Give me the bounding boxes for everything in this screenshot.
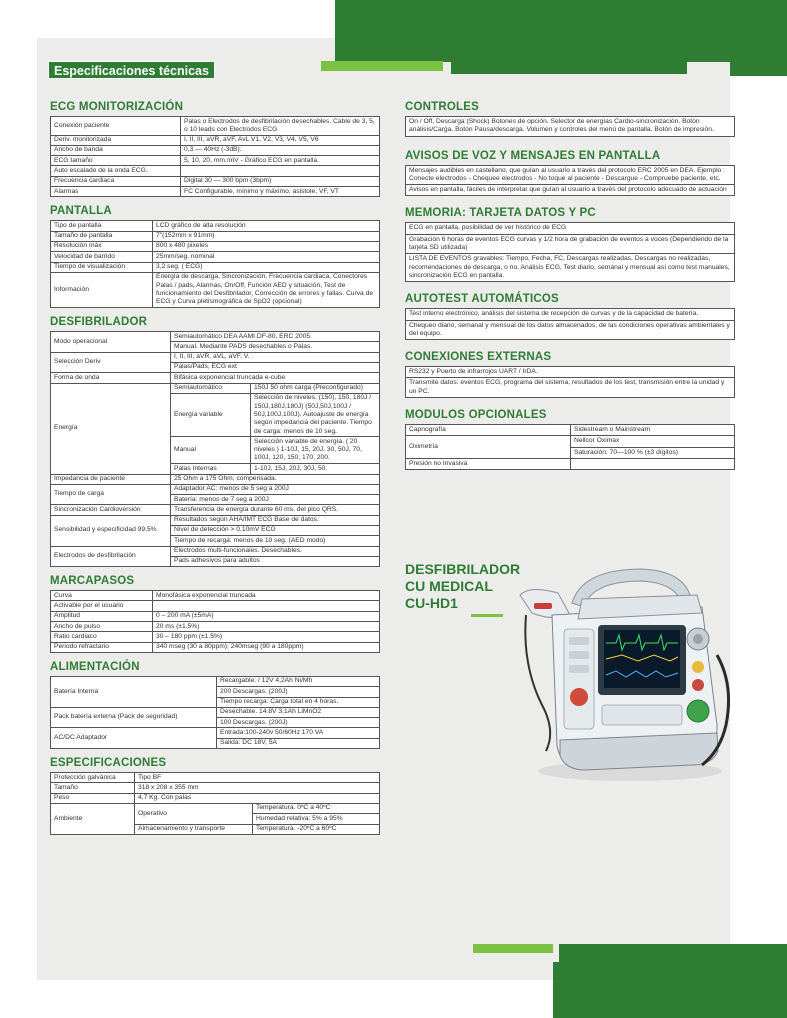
section-especificaciones: [50, 756, 380, 835]
spec-value: 150J 50 ohm carga (Preconfigurado): [251, 383, 380, 393]
spec-value: 340 mseg (30 a 80ppm); 240mseg (90 a 180ppm): [153, 642, 380, 652]
table-row: [406, 378, 735, 398]
corner-decoration: [553, 962, 787, 1018]
product-title-line: DESFIBRILADOR: [405, 561, 521, 577]
section-title: CONTROLES: [405, 101, 479, 113]
table-row: [406, 436, 735, 447]
spec-label: Deriv. monitorizada: [51, 135, 181, 145]
spec-label: Tiempo de visualización: [51, 262, 153, 272]
spec-table: [50, 772, 380, 835]
section-title: ESPECIFICACIONES: [50, 757, 167, 770]
table-row: [406, 309, 735, 320]
spec-value: Palas o Electrodos de desfibrilación desechables. Cable de 3, 5, o 10 leads con Electrodos ECG: [181, 117, 380, 136]
table-row: [406, 425, 735, 436]
spec-value: 25 Ohm a 175 Ohm, compensada.: [171, 474, 380, 484]
spec-value: Semiautomático DEA AAMI DF-80, ERC 2005: [171, 332, 380, 342]
defibrillator-image: [512, 555, 737, 785]
spec-label: Modo operacional: [51, 332, 171, 353]
spec-label: ECG tamaño: [51, 156, 181, 166]
accent-bar: [559, 944, 719, 962]
spec-label: Ancho de banda: [51, 145, 181, 155]
accent-bar: [471, 614, 503, 617]
spec-value: I, II, III, aVR, aVF, AvL V1, V2, V3, V4, V5, V6: [181, 135, 380, 145]
table-row: [51, 373, 380, 383]
spec-value: 7"(152mm x 91mm): [153, 231, 380, 241]
spec-value: 30 – 180 ppm (±1.5%): [153, 632, 380, 642]
table-row: [406, 254, 735, 282]
table-row: [51, 622, 380, 632]
spec-value: Salida: DC 18V, 5A: [217, 738, 380, 748]
spec-sublabel: Semiautomático: [171, 383, 251, 393]
spec-value: Grabación 6 horas de eventos ECG curvas y 1/2 hora de grabación de eventos a voces (Dependiendo de la tarjeta SD utilizada): [406, 234, 735, 254]
table-row: [51, 241, 380, 251]
product-title-line: CU MEDICAL: [405, 578, 493, 594]
spec-sublabel: Operativo: [135, 803, 253, 824]
spec-value: 200 Descargas. (200J): [217, 687, 380, 697]
table-row: [51, 352, 380, 362]
table-row: [51, 252, 380, 262]
section-title: ALIMENTACIÓN: [50, 660, 140, 673]
spec-table: [50, 676, 380, 749]
spec-label: Protección galvánica: [51, 773, 135, 783]
spec-value: Adaptador AC: menos de 5 seg a 200J: [171, 484, 380, 494]
section-pantalla: [50, 204, 380, 308]
spec-value: 20 ms (±1.5%): [153, 622, 380, 632]
spec-value: Entrada:100-240v 50/60Hz 170 VA: [217, 728, 380, 738]
spec-label: Energía: [51, 383, 171, 474]
spec-value: Selección variable de energía. ( 20 niveles ) 1-10J, 15, 20J, 30, 50J, 70, 100J, 120, 150, 170, 200.: [251, 437, 380, 464]
table-row: [51, 484, 380, 494]
section-autotest: [405, 292, 735, 340]
spec-label: Periodo refractario: [51, 642, 153, 652]
spec-table: [50, 590, 380, 653]
table-row: [406, 117, 735, 137]
spec-label: Impedancia de paciente: [51, 474, 171, 484]
spec-value: Temperatura. 0ºC a 40ºC: [253, 803, 380, 813]
table-row: [51, 262, 380, 272]
accent-bar: [451, 52, 687, 74]
spec-sublabel: Energía variable: [171, 393, 251, 436]
spec-value: Batería: menos de 7 seg a 200J: [171, 495, 380, 505]
spec-value: 318 x 208 x 355 mm: [135, 783, 380, 793]
spec-label: Sensibilidad y especificidad 99,5%: [51, 515, 171, 546]
spec-label: Tipo de pantalla: [51, 221, 153, 231]
section-modulos: [405, 408, 735, 470]
table-row: [51, 272, 380, 307]
table-row: [406, 234, 735, 254]
spec-value: Palas/Pads, ECG ext: [171, 362, 380, 372]
spec-label: Oximetría: [406, 436, 571, 459]
spec-label: Tamaño: [51, 783, 135, 793]
spec-value: Nivel de detección > 0,10mV ECG: [171, 525, 380, 535]
table-row: [51, 728, 380, 738]
spec-value: Recargable. / 12V 4,2Ah Ni/Mh: [217, 676, 380, 686]
spec-value: Selección de niveles. (150), 150, 180J / 150J,180J,180J) (50J,50J,100J / 50J,100J,100J). Autoajuste de energía según impedancia del paciente. Tiempo de carga: menos de 10 seg.: [251, 393, 380, 436]
table-row: [406, 223, 735, 234]
spec-value: RS232 y Puerto de infrarrojos UART / IrDA.: [406, 367, 735, 378]
spec-label: Pack batería externa (Pack de seguridad): [51, 707, 217, 728]
spec-value: ECG en pantalla, posibilidad de ver histórico de ECG: [406, 223, 735, 234]
spec-table: [405, 308, 735, 340]
table-row: [406, 165, 735, 185]
spec-value: [571, 458, 735, 469]
spec-label: Curva: [51, 591, 153, 601]
spec-value: Test interno electrónico, análisis del sistema de recepción de curvas y de la capacidad de batería.: [406, 309, 735, 320]
spec-label: Sincronización Cardioversión: [51, 505, 171, 515]
table-row: [406, 458, 735, 469]
spec-value: On / Off, Descarga (Shock) Botones de opción. Selector de energías Cardio-sincronización. Botón análisis/Carga. Botón Pausa/descarga. Volumen y controles del menú de pantalla. Botón de impresión.: [406, 117, 735, 137]
right-column: [405, 100, 735, 477]
spec-value: LISTA DE EVENTOS gravables: Tiempo, Fecha, FC, Descargas realizadas, Descargas no realizadas, recomendaciones de descarga, o no. Análisis ECG, Test diario, semanal y mensual así como test manuales, sincronización ECG en pantalla.: [406, 254, 735, 282]
corner-decoration: [718, 944, 787, 964]
spec-value: Transmite datos: eventos ECG, programa del sistema, resultados de los test, transmisión entre la unidad y un PC.: [406, 378, 735, 398]
spec-value: 1-10J, 15J, 20J, 30J, 50.: [251, 464, 380, 474]
spec-label: Peso: [51, 793, 135, 803]
table-row: [406, 367, 735, 378]
spec-label: Velocidad de barrido: [51, 252, 153, 262]
accent-bar: [321, 61, 443, 71]
spec-value: Pads adhesivos para adultos: [171, 556, 380, 566]
spec-sublabel: Palas Internas: [171, 464, 251, 474]
spec-label: Amplitud: [51, 611, 153, 621]
spec-label: Activable por el usuario: [51, 601, 153, 611]
spec-value: Sidestream o Mainstream: [571, 425, 735, 436]
spec-value: Tiempo recarga: Carga total en 4 horas.: [217, 697, 380, 707]
section-memoria: [405, 206, 735, 282]
spec-sublabel: Manual: [171, 437, 251, 464]
spec-value: Chequeo diario, semanal y mensual de los datos almacenados. de las condiciones operativas ambientales y del equipo.: [406, 320, 735, 340]
spec-table: [405, 165, 735, 197]
table-row: [51, 145, 380, 155]
corner-decoration: [730, 62, 787, 76]
spec-value: FC Configurable, mínimo y máximo. asistole, VF, VT: [181, 187, 380, 197]
spec-value: Saturación: 70—100 % (±3 dígitos): [571, 447, 735, 458]
table-row: [51, 156, 380, 166]
spec-value: 3,2 seg. ( ECG): [153, 262, 380, 272]
table-row: [51, 803, 380, 813]
section-alimentacion: [50, 660, 380, 749]
spec-table: [50, 116, 380, 197]
spec-sublabel: Almacenamiento y transporte: [135, 824, 253, 834]
section-avisos: [405, 149, 735, 197]
table-row: [51, 642, 380, 652]
section-title: MODULOS OPCIONALES: [405, 409, 547, 422]
table-row: [51, 515, 380, 525]
table-row: [51, 783, 380, 793]
spec-value: 800 x 480 pixeles: [153, 241, 380, 251]
spec-label: Resolución máx: [51, 241, 153, 251]
table-row: [51, 707, 380, 717]
section-title: AVISOS DE VOZ Y MENSAJES EN PANTALLA: [405, 149, 661, 162]
spec-label: Ratio cardiaco: [51, 632, 153, 642]
section-marcapasos: [50, 574, 380, 653]
section-title: MARCAPASOS: [50, 575, 135, 588]
spec-value: Monofásica exponencial truncada: [153, 591, 380, 601]
section-title: DESFIBRILADOR: [50, 316, 148, 329]
spec-table: [50, 331, 380, 567]
spec-value: Electrodos multi-funcionales. Desechables.: [171, 546, 380, 556]
spec-value: Resultados según AHA/IMT ECG Base de datos.: [171, 515, 380, 525]
spec-value: Mensajes audibles en castellano, que guían al usuario a través del protocolo ERC 2005 en DEA. Ejemplo : Conecte electrodos - Chequee electrodos - No toque al paciente - Descargue - Compruebe paciente, etc.: [406, 165, 735, 185]
table-row: [51, 632, 380, 642]
spec-label: Información: [51, 272, 153, 307]
spec-label: AC/DC Adaptador: [51, 728, 217, 749]
spec-label: Electrodos de desfibrilación: [51, 546, 171, 567]
spec-label: Presión no Invasiva: [406, 458, 571, 469]
spec-value: Energía de descarga, Sincronización, Frecuencia cardiaca, Conectores Palas / pads, Alarmas, On/Off, Función AED y situación, Test de funcionamiento del Desfibrilador, Corrección de errores y fallas. Curva de ECG y Curva pletismográfica de SpO2 (opcional): [153, 272, 380, 307]
table-row: [51, 117, 380, 136]
spec-table: [405, 424, 735, 470]
table-row: [51, 332, 380, 342]
table-row: [51, 676, 380, 686]
section-conexiones: [405, 350, 735, 398]
spec-value: Tiempo de recarga: menos de 10 seg. (AED modo): [171, 536, 380, 546]
spec-label: Capnografía: [406, 425, 571, 436]
table-row: [51, 231, 380, 241]
defibrillator-illustration: [512, 555, 737, 785]
spec-value: 25mm/seg. nominal: [153, 252, 380, 262]
spec-label: Ancho de pulso: [51, 622, 153, 632]
spec-value: I, II, III, aVR, aVL, aVF, V.: [171, 352, 380, 362]
spec-value: Humedad relativa: 5% a 95%: [253, 814, 380, 824]
spec-value: 5, 10, 20, mm./mV - Gráfico ECG en pantalla.: [181, 156, 380, 166]
table-row: [51, 505, 380, 515]
table-row: [51, 591, 380, 601]
section-title: PANTALLA: [50, 205, 112, 218]
section-title: MEMORIA: TARJETA DATOS Y PC: [405, 207, 596, 220]
section-title: CONEXIONES EXTERNAS: [405, 351, 552, 364]
spec-value: Bifásica exponencial truncada e-cube: [171, 373, 380, 383]
spec-label: Tiempo de carga: [51, 484, 171, 505]
section-title: ECG MONITORIZACIÓN: [50, 101, 184, 113]
spec-label: Alarmas: [51, 187, 181, 197]
product-title-line: CU-HD1: [405, 595, 458, 611]
spec-value: Temperatura. -20ºC a 60ºC: [253, 824, 380, 834]
table-row: [51, 383, 380, 393]
spec-table: [405, 116, 735, 137]
table-row: [51, 546, 380, 556]
table-row: [51, 611, 380, 621]
section-title: AUTOTEST AUTOMÁTICOS: [405, 293, 559, 306]
spec-label: Forma de onda: [51, 373, 171, 383]
spec-label: Conexión paciente: [51, 117, 181, 136]
spec-value: Manual. Mediante PADS desechables o Palas.: [171, 342, 380, 352]
spec-label: Batería Interna: [51, 676, 217, 707]
spec-value: 0,3 — 40Hz (-3dB).: [181, 145, 380, 155]
spec-value: 100 Descargas. (200J): [217, 718, 380, 728]
spec-label: Tamaño de pantalla: [51, 231, 153, 241]
section-ecg: [50, 100, 380, 197]
spec-label: Ambiente: [51, 803, 135, 834]
table-row: [51, 474, 380, 484]
spec-value: Digital 30 — 300 bpm (3bpm): [181, 176, 380, 186]
spec-value: 4,7 Kg. Con palas: [135, 793, 380, 803]
spec-label: Frecuencia cardiaca: [51, 176, 181, 186]
spec-table: [405, 222, 735, 282]
table-row: [51, 176, 380, 186]
spec-value: Tipo BF: [135, 773, 380, 783]
spec-value: Desechable. 14.8V 3,1Ah LiMnO2: [217, 707, 380, 717]
page-title: Especificaciones técnicas: [48, 61, 215, 79]
section-desfibrilador: [50, 315, 380, 567]
table-row: [406, 320, 735, 340]
accent-bar: [473, 944, 553, 953]
table-row: [51, 221, 380, 231]
spec-value: LCD gráfico de alta resolución: [153, 221, 380, 231]
spec-value: Transferencia de energía durante 60 ms. del pico QRS.: [171, 505, 380, 515]
spec-table: [405, 366, 735, 398]
spec-value: 0 – 200 mA (±5mA): [153, 611, 380, 621]
spec-value: Avisos en pantalla, fáciles de interpretar que guían al usuario a través del protocolo adecuado de actuación: [406, 185, 735, 196]
left-column: [50, 100, 380, 842]
table-row: [51, 187, 380, 197]
spec-label: Selección Deriv: [51, 352, 171, 373]
table-row: [406, 185, 735, 196]
spec-table: [50, 220, 380, 308]
table-row: [51, 601, 380, 611]
table-row: [51, 773, 380, 783]
spec-label: Auto escalado de la onda ECG.: [51, 166, 181, 176]
table-row: [51, 793, 380, 803]
spec-value: [181, 166, 380, 176]
table-row: [51, 166, 380, 176]
spec-value: [153, 601, 380, 611]
spec-value: Nellcor Oximax: [571, 436, 735, 447]
table-row: [51, 135, 380, 145]
section-controles: [405, 100, 735, 137]
